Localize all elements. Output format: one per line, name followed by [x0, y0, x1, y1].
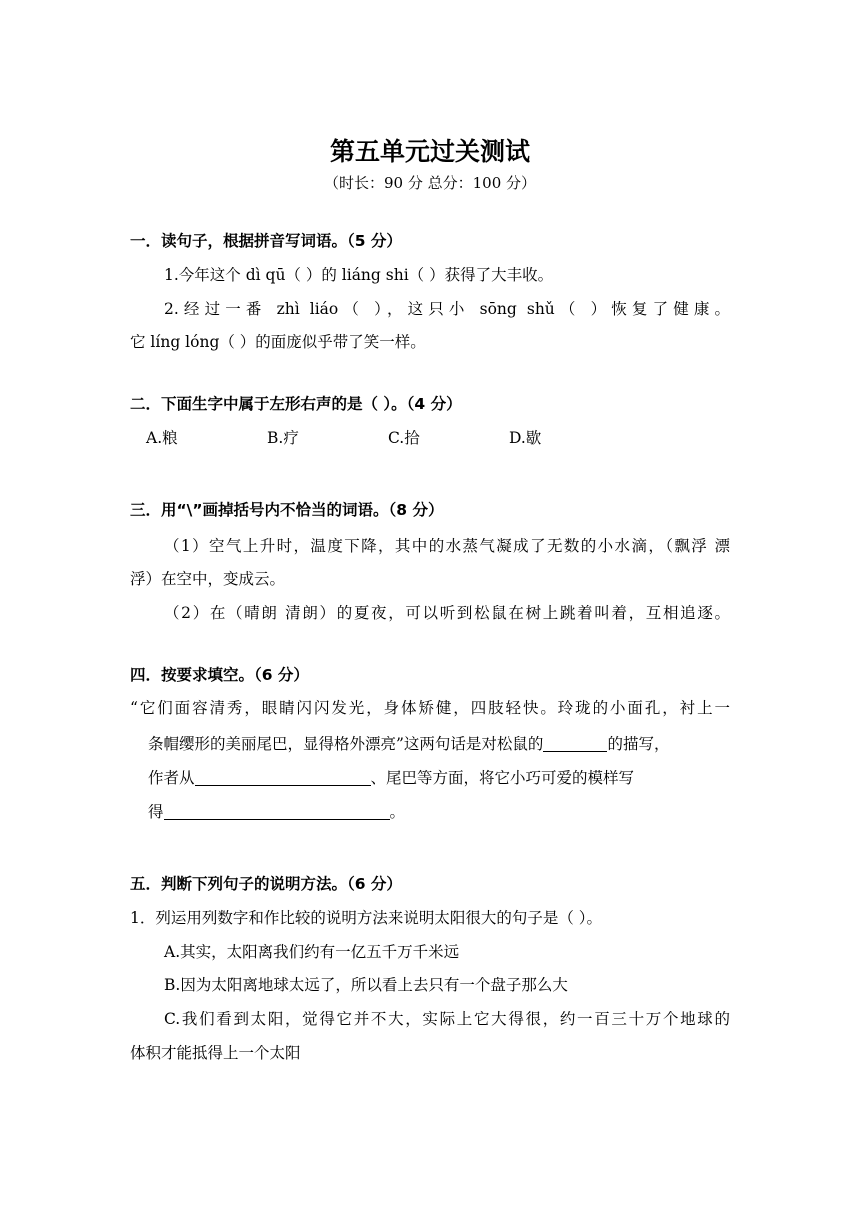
section-2-options	[146, 427, 740, 449]
option-d: D.歇	[509, 429, 542, 447]
answer-blank-3[interactable]	[164, 803, 390, 820]
option-b: B.疗	[267, 429, 299, 447]
section-4-heading: 四．按要求填空。（6 分）	[130, 666, 309, 684]
exam-duration-score: （时长：90 分 总分：100 分）	[323, 174, 537, 192]
section-5-option-c-line-2: 体积才能抵得上一个太阳	[130, 1044, 301, 1062]
section-4-line-4-end: 。	[389, 803, 406, 821]
section-3-question-1-line-1: （1）空气上升时，温度下降，其中的水蒸气凝成了无数的小水滴，（飘浮 漂	[164, 537, 730, 555]
section-4-line-4-text: 得	[148, 803, 164, 821]
section-1-question-2-line-2: 它 líng lóng（ ）的面庞似乎带了笑一样。	[130, 333, 426, 351]
section-4-line-3-text: 作者从	[148, 769, 195, 787]
section-1-question-2-line-1: 2.经过一番 zhì liáo（ ），这只小 sōng shǔ（ ）恢复了健康。	[164, 300, 730, 318]
page-title: 第五单元过关测试	[329, 137, 530, 166]
answer-blank-2[interactable]	[195, 769, 371, 786]
section-5-option-a: A.其实，太阳离我们约有一亿五千万千米远	[164, 943, 460, 961]
section-4-line-4	[148, 801, 740, 823]
section-4-line-2	[148, 733, 740, 755]
section-3-question-1-line-2: 浮）在空中，变成云。	[130, 570, 286, 588]
answer-blank-1[interactable]	[543, 735, 607, 752]
section-1-question-1: 1.今年这个 dì qū（ ）的 liáng shi（ ）获得了大丰收。	[164, 266, 554, 284]
section-5-question-1: 1．列运用列数字和作比较的说明方法来说明太阳很大的句子是（ ）。	[130, 909, 603, 927]
section-4-line-3	[148, 767, 740, 789]
section-1-heading: 一．读句子，根据拼音写词语。（5 分）	[130, 232, 402, 250]
section-4-line-2-text: 条帽缨形的美丽尾巴，显得格外漂亮”这两句话是对松鼠的	[148, 735, 544, 753]
section-2-heading: 二．下面生字中属于左形右声的是（ ）。（4 分）	[130, 395, 462, 413]
section-4-line-3-end: 、尾巴等方面，将它小巧可爱的模样写	[370, 769, 635, 787]
section-5-option-b: B.因为太阳离地球太远了，所以看上去只有一个盘子那么大	[164, 976, 568, 994]
section-3-question-2: （2）在（晴朗 清朗）的夏夜，可以听到松鼠在树上跳着叫着，互相追逐。	[164, 604, 730, 622]
option-a: A.粮	[146, 429, 178, 447]
section-4-line-1: “它们面容清秀，眼睛闪闪发光，身体矫健，四肢轻快。玲珑的小面孔，衬上一	[130, 699, 730, 717]
section-5-heading: 五．判断下列句子的说明方法。（6 分）	[130, 875, 402, 893]
option-c: C.拾	[388, 429, 420, 447]
section-3-heading: 三．用“\”画掉括号内不恰当的词语。（8 分）	[130, 501, 444, 519]
section-4-line-2-end: 的描写，	[607, 735, 670, 753]
section-5-option-c-line-1: C.我们看到太阳，觉得它并不大，实际上它大得很，约一百三十万个地球的	[164, 1010, 730, 1028]
